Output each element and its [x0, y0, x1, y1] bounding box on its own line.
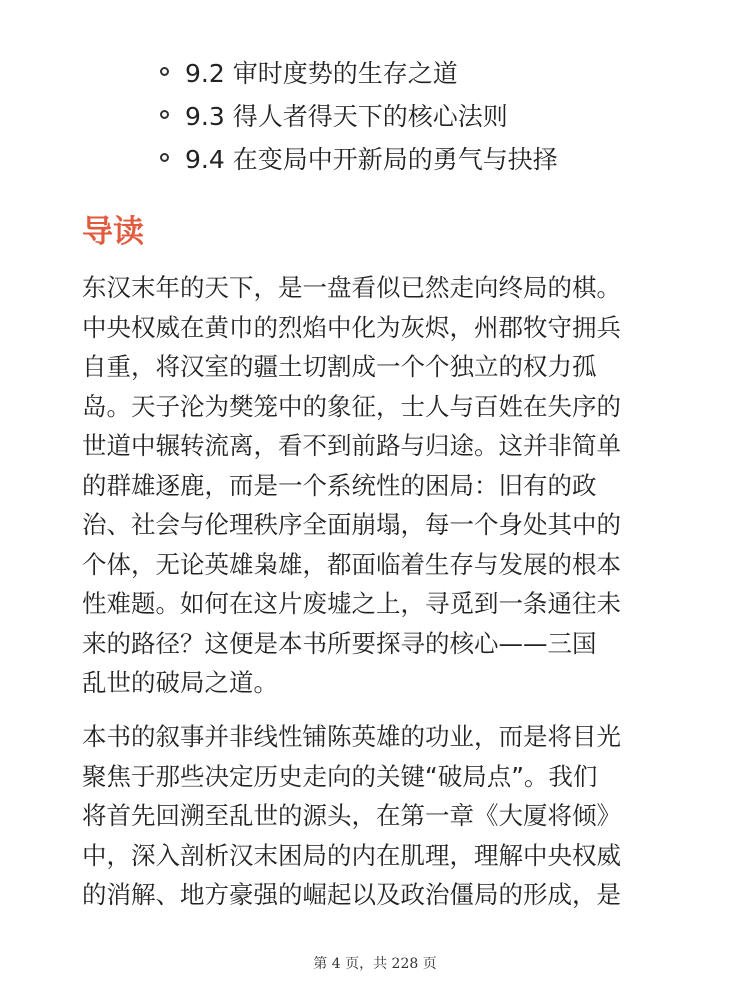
paragraph-line: 岛。天子沦为樊笼中的象征，士人与百姓在失序的 — [82, 391, 621, 421]
paragraph-line: 的消解、地方豪强的崛起以及政治僵局的形成，是 — [82, 880, 621, 909]
paragraph-line: 来的路径？这便是本书所要探寻的核心——三国 — [82, 628, 597, 658]
toc-item — [160, 50, 558, 93]
paragraph-line: 个体，无论英雄枭雄，都面临着生存与发展的根本 — [82, 549, 621, 579]
hollow-bullet-icon — [160, 67, 169, 76]
paragraph-line: 治、社会与伦理秩序全面崩塌，每一个身处其中的 — [82, 510, 621, 539]
hollow-bullet-icon — [160, 110, 169, 119]
section-heading: 导读 — [82, 214, 144, 250]
paragraph-line: 东汉末年的天下，是一盘看似已然走向终局的棋。 — [82, 273, 621, 302]
paragraph-line: 将首先回溯至乱世的源头，在第一章《大厦将倾》 — [82, 801, 621, 830]
paragraph-line: 中央权威在黄巾的烈焰中化为灰烬，州郡牧守拥兵 — [82, 312, 621, 342]
body-paragraph — [82, 268, 672, 703]
paragraph-line: 自重，将汉室的疆土切割成一个个独立的权力孤 — [82, 352, 597, 381]
body-paragraph — [82, 717, 672, 915]
toc-item-label: 9.3 得人者得天下的核心法则 — [185, 101, 508, 131]
hollow-bullet-icon — [160, 153, 169, 162]
toc-item-label: 9.4 在变局中开新局的勇气与抉择 — [185, 144, 558, 174]
toc-item — [160, 136, 558, 179]
paragraph-line: 乱世的破局之道。 — [82, 668, 278, 697]
toc-item-label: 9.2 审时度势的生存之道 — [185, 58, 458, 88]
paragraph-line: 本书的叙事并非线性铺陈英雄的功业，而是将目光 — [82, 722, 621, 751]
toc-list — [160, 50, 558, 179]
page-number-footer: 第 4 页，共 228 页 — [313, 956, 437, 972]
toc-item — [160, 93, 558, 136]
paragraph-line: 性难题。如何在这片废墟之上，寻觅到一条通往未 — [82, 589, 621, 618]
paragraph-line: 聚焦于那些决定历史走向的关键“破局点”。我们 — [82, 761, 598, 791]
paragraph-line: 中，深入剖析汉末困局的内在肌理，理解中央权威 — [82, 840, 621, 870]
paragraph-line: 的群雄逐鹿，而是一个系统性的困局：旧有的政 — [82, 470, 597, 500]
paragraph-line: 世道中辗转流离，看不到前路与归途。这并非简单 — [82, 431, 621, 460]
